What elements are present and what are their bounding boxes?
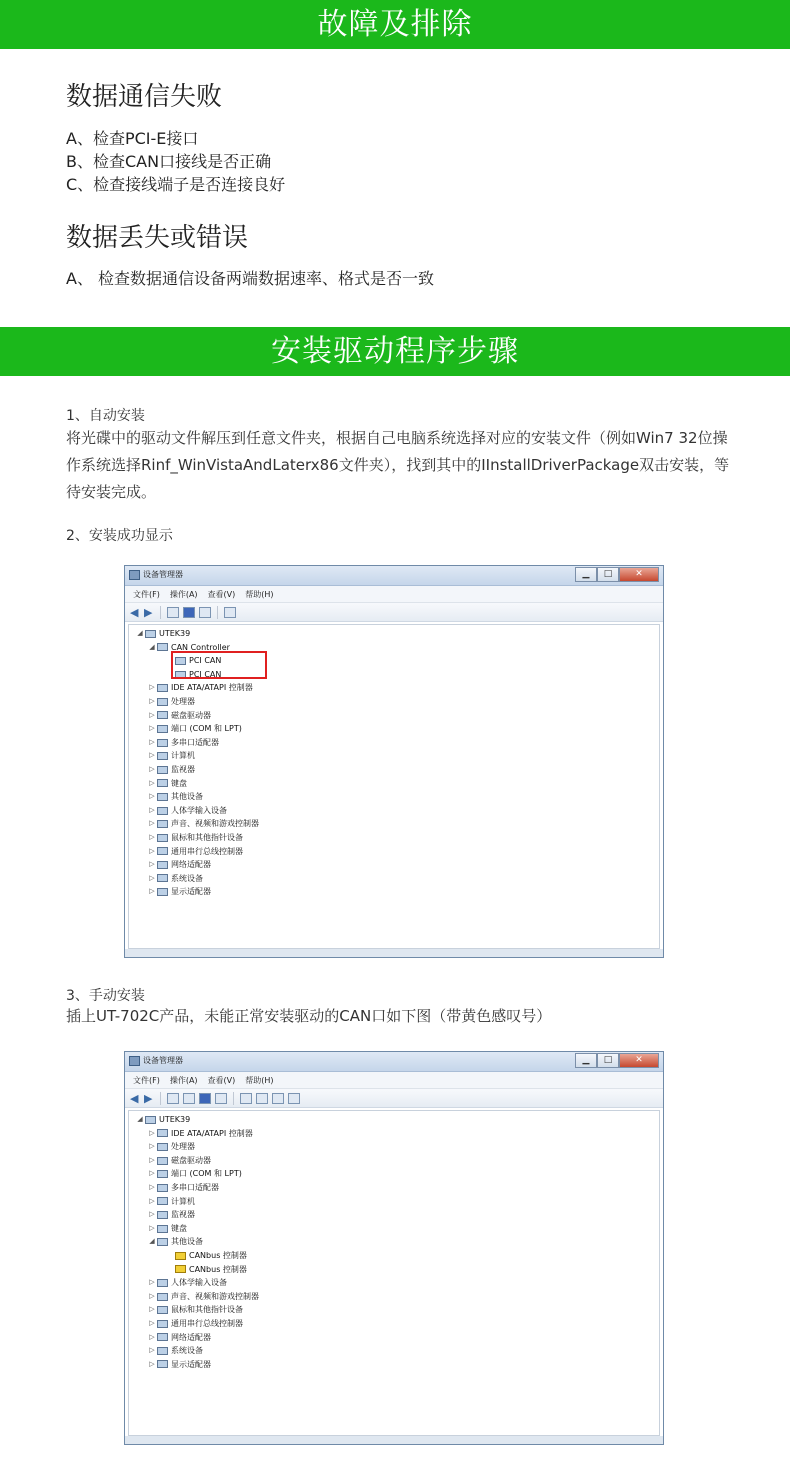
menu-action[interactable]: 操作(A) xyxy=(169,590,198,599)
tree-category-item[interactable] xyxy=(135,1358,259,1372)
tree-device-item[interactable] xyxy=(135,1249,259,1263)
tree-category-item[interactable] xyxy=(135,885,259,899)
step3-text: 插上UT-702C产品，未能正常安装驱动的CAN口如下图（带黄色感叹号） xyxy=(66,1007,552,1025)
device-category-icon xyxy=(157,1320,168,1328)
menu-view[interactable]: 查看(V) xyxy=(207,1076,236,1085)
tree-category-item[interactable] xyxy=(135,858,259,872)
heading-comm-fail: 数据通信失败 xyxy=(66,82,223,112)
tree-item-label: IDE ATA/ATAPI 控制器 xyxy=(171,1128,253,1138)
device-category-icon xyxy=(157,643,168,651)
window-titlebar xyxy=(125,1052,663,1072)
tree-category-item[interactable] xyxy=(135,722,259,736)
device-category-icon xyxy=(157,739,168,747)
menu-help[interactable]: 帮助(H) xyxy=(245,1076,274,1085)
menubar xyxy=(125,586,663,603)
tree-category-item[interactable] xyxy=(135,1195,259,1209)
tree-item-label: 计算机 xyxy=(171,1196,195,1206)
tree-category-item[interactable] xyxy=(135,1167,259,1181)
tree-item-label: IDE ATA/ATAPI 控制器 xyxy=(171,683,253,693)
tree-category-item[interactable] xyxy=(135,1303,259,1317)
device-category-icon xyxy=(157,874,168,882)
tree-category-item[interactable] xyxy=(135,1331,259,1345)
device-category-icon xyxy=(157,766,168,774)
menu-help[interactable]: 帮助(H) xyxy=(245,590,274,599)
back-arrow-icon[interactable]: ◀ xyxy=(130,1091,139,1105)
statusbar xyxy=(125,1436,663,1444)
computer-icon xyxy=(145,630,156,638)
expand-toggle-icon[interactable]: ▷ xyxy=(149,1278,155,1287)
tree-item-label: 网络适配器 xyxy=(171,860,211,870)
comm-fail-item-b: B、检查CAN口接线是否正确 xyxy=(66,152,272,171)
menu-view[interactable]: 查看(V) xyxy=(207,590,236,599)
tree-category-item[interactable] xyxy=(135,790,259,804)
tree-item-label: 磁盘驱动器 xyxy=(171,710,211,720)
device-category-icon xyxy=(157,1211,168,1219)
install-driver-icon[interactable] xyxy=(256,1093,268,1104)
maximize-button[interactable]: □ xyxy=(597,567,619,582)
tree-category-item[interactable] xyxy=(135,1290,259,1304)
device-category-icon xyxy=(157,861,168,869)
device-category-icon xyxy=(157,1184,168,1192)
tree-item-label: 系统设备 xyxy=(171,873,203,883)
tree-root-computer[interactable] xyxy=(135,1113,259,1127)
window-titlebar xyxy=(125,566,663,586)
step1-text: 将光碟中的驱动文件解压到任意文件夹，根据自己电脑系统选择对应的安装文件（例如Win7 32位操作系统选择Rinf_WinVistaAndLaterx86文件夹），找到其中的IInstallDriverPackage双击安装，等待安装完成。 xyxy=(66,429,730,501)
tree-category-item[interactable] xyxy=(135,681,259,695)
disable-icon[interactable] xyxy=(288,1093,300,1104)
tree-category-item[interactable] xyxy=(135,1276,259,1290)
minimize-button[interactable]: ▁ xyxy=(575,1053,597,1068)
tree-item-label: 端口 (COM 和 LPT) xyxy=(171,724,242,734)
device-category-icon xyxy=(157,1170,168,1178)
expand-toggle-icon[interactable]: ▷ xyxy=(149,1332,155,1341)
expand-toggle-icon[interactable]: ▷ xyxy=(149,1142,155,1151)
menubar xyxy=(125,1072,663,1089)
device-category-icon xyxy=(157,1238,168,1246)
expand-toggle-icon[interactable]: ▷ xyxy=(149,1182,155,1191)
tree-item-label: PCI CAN xyxy=(189,656,222,666)
window-title: 设备管理器 xyxy=(143,570,183,579)
tree-root-label: UTEK39 xyxy=(159,1115,191,1124)
tree-item-label: 端口 (COM 和 LPT) xyxy=(171,1169,242,1179)
expand-toggle-icon[interactable]: ▷ xyxy=(149,846,155,855)
forward-arrow-icon[interactable]: ▶ xyxy=(144,605,153,619)
data-loss-item-a: A、 检查数据通信设备两端数据速率、格式是否一致 xyxy=(66,269,435,288)
expand-toggle-icon[interactable]: ▷ xyxy=(149,887,155,896)
tree-item-label: PCI CAN xyxy=(189,669,222,679)
scan-hardware-icon[interactable] xyxy=(240,1093,252,1104)
maximize-button[interactable]: □ xyxy=(597,1053,619,1068)
menu-file[interactable]: 文件(F) xyxy=(133,590,160,599)
tree-root-label: UTEK39 xyxy=(159,629,191,638)
expand-toggle-icon[interactable]: ▷ xyxy=(149,1305,155,1314)
properties-icon[interactable] xyxy=(167,607,179,618)
device-category-icon xyxy=(157,1333,168,1341)
tree-category-item[interactable] xyxy=(135,709,259,723)
expand-toggle-icon[interactable]: ▷ xyxy=(149,1210,155,1219)
expand-toggle-icon[interactable]: ▷ xyxy=(149,805,155,814)
back-arrow-icon[interactable]: ◀ xyxy=(130,605,139,619)
tree-category-item[interactable] xyxy=(135,736,259,750)
tree-device-item[interactable] xyxy=(135,1263,259,1277)
device-manager-icon xyxy=(129,570,140,580)
tree-item-label: 网络适配器 xyxy=(171,1332,211,1342)
device-category-icon xyxy=(157,888,168,896)
device-category-icon xyxy=(157,1225,168,1233)
step2-title: 2、安装成功显示 xyxy=(66,528,173,544)
toolbar xyxy=(125,603,663,622)
tree-item-label: 人体学输入设备 xyxy=(171,1278,227,1288)
expand-toggle-icon[interactable]: ▷ xyxy=(149,860,155,869)
step1-title: 1、自动安装 xyxy=(66,408,145,424)
warning-device-icon xyxy=(175,1265,186,1273)
uninstall-icon[interactable] xyxy=(272,1093,284,1104)
tree-category-item[interactable] xyxy=(135,763,259,777)
help-icon[interactable] xyxy=(183,607,195,618)
comm-fail-item-c: C、检查接线端子是否连接良好 xyxy=(66,175,286,194)
device-category-icon xyxy=(157,1279,168,1287)
device-category-icon xyxy=(157,1197,168,1205)
tree-item-label: 监视器 xyxy=(171,1210,195,1220)
device-category-icon xyxy=(157,847,168,855)
highlight-box xyxy=(171,651,267,679)
expand-toggle-icon[interactable]: ▷ xyxy=(149,792,155,801)
view-icon[interactable] xyxy=(199,607,211,618)
device-manager-icon xyxy=(129,1056,140,1066)
expand-toggle-icon[interactable]: ▷ xyxy=(149,1128,155,1137)
tree-item-label: 键盘 xyxy=(171,778,187,788)
tree-item-label: 通用串行总线控制器 xyxy=(171,846,243,856)
section-banner-troubleshoot: 故障及排除 xyxy=(0,0,790,49)
device-category-icon xyxy=(157,807,168,815)
tree-item-label: CAN Controller xyxy=(171,642,230,652)
expand-toggle-icon[interactable]: ▷ xyxy=(149,1155,155,1164)
computer-icon xyxy=(145,1116,156,1124)
expand-toggle-icon[interactable]: ▷ xyxy=(149,819,155,828)
device-category-icon xyxy=(157,793,168,801)
tree-item-label: 声音、视频和游戏控制器 xyxy=(171,819,259,829)
tree-category-item[interactable] xyxy=(135,695,259,709)
close-button[interactable]: ✕ xyxy=(619,1053,659,1068)
tree-category-item[interactable] xyxy=(135,1127,259,1141)
expand-toggle-icon[interactable]: ▷ xyxy=(149,778,155,787)
tree-item-label: 磁盘驱动器 xyxy=(171,1155,211,1165)
device-category-icon xyxy=(157,820,168,828)
tree-category-item[interactable] xyxy=(135,1208,259,1222)
expand-toggle-icon[interactable]: ◢ xyxy=(149,1237,155,1246)
tree-category-item[interactable] xyxy=(135,777,259,791)
toolbar xyxy=(125,1089,663,1108)
device-category-icon xyxy=(157,1360,168,1368)
scan-hardware-icon[interactable] xyxy=(224,607,236,618)
device-category-icon xyxy=(157,1129,168,1137)
window-title: 设备管理器 xyxy=(143,1056,183,1065)
expand-toggle-icon[interactable]: ◢ xyxy=(137,629,143,637)
menu-file[interactable]: 文件(F) xyxy=(133,1076,160,1085)
step3-title: 3、手动安装 xyxy=(66,988,145,1004)
tree-item-label: 多串口适配器 xyxy=(171,737,219,747)
forward-arrow-icon[interactable]: ▶ xyxy=(144,1091,153,1105)
tree-item-label: 监视器 xyxy=(171,764,195,774)
tree-category-item[interactable] xyxy=(135,817,259,831)
expand-toggle-icon[interactable]: ▷ xyxy=(149,710,155,719)
tree-item-label: 通用串行总线控制器 xyxy=(171,1318,243,1328)
expand-toggle-icon[interactable]: ◢ xyxy=(137,1115,143,1123)
tree-item-label: 鼠标和其他指针设备 xyxy=(171,1305,243,1315)
device-tree-pane xyxy=(128,624,660,949)
tree-category-item[interactable] xyxy=(135,1317,259,1331)
tree-root-computer[interactable] xyxy=(135,627,259,641)
expand-toggle-icon[interactable]: ▷ xyxy=(149,724,155,733)
tree-category-item[interactable] xyxy=(135,872,259,886)
tree-item-label: 声音、视频和游戏控制器 xyxy=(171,1291,259,1301)
statusbar xyxy=(125,949,663,957)
tree-item-label: 处理器 xyxy=(171,696,195,706)
comm-fail-item-a: A、检查PCI-E接口 xyxy=(66,129,199,148)
expand-toggle-icon[interactable]: ▷ xyxy=(149,683,155,692)
tree-item-label: 处理器 xyxy=(171,1142,195,1152)
section-banner-install: 安装驱动程序步骤 xyxy=(0,327,790,376)
expand-toggle-icon[interactable]: ▷ xyxy=(149,1291,155,1300)
device-category-icon xyxy=(157,779,168,787)
device-category-icon xyxy=(157,752,168,760)
tree-item-label: 系统设备 xyxy=(171,1346,203,1356)
tree-item-label: 键盘 xyxy=(171,1223,187,1233)
expand-toggle-icon[interactable]: ◢ xyxy=(149,642,155,651)
properties-icon[interactable] xyxy=(167,1093,179,1104)
close-button[interactable]: ✕ xyxy=(619,567,659,582)
warning-device-icon xyxy=(175,1252,186,1260)
expand-toggle-icon[interactable]: ▷ xyxy=(149,873,155,882)
device-manager-window-success xyxy=(124,565,664,958)
tree-category-item[interactable] xyxy=(135,1181,259,1195)
device-category-icon xyxy=(157,1143,168,1151)
device-category-icon xyxy=(157,1306,168,1314)
device-manager-window-manual xyxy=(124,1051,664,1445)
minimize-button[interactable]: ▁ xyxy=(575,567,597,582)
tree-item-label: 其他设备 xyxy=(171,1237,203,1247)
tree-category-item[interactable] xyxy=(135,749,259,763)
tree-category-item[interactable] xyxy=(135,1222,259,1236)
tree-category-item[interactable] xyxy=(135,831,259,845)
tree-item-label: 其他设备 xyxy=(171,792,203,802)
tree-item-label: CANbus 控制器 xyxy=(189,1250,247,1260)
tree-category-item[interactable] xyxy=(135,804,259,818)
expand-toggle-icon[interactable]: ▷ xyxy=(149,832,155,841)
expand-toggle-icon[interactable]: ▷ xyxy=(149,1359,155,1368)
expand-toggle-icon[interactable]: ▷ xyxy=(149,764,155,773)
device-category-icon xyxy=(157,1157,168,1165)
update-driver-icon[interactable] xyxy=(183,1093,195,1104)
device-category-icon xyxy=(157,711,168,719)
device-category-icon xyxy=(157,725,168,733)
device-category-icon xyxy=(157,684,168,692)
view-icon[interactable] xyxy=(215,1093,227,1104)
expand-toggle-icon[interactable]: ▷ xyxy=(149,1196,155,1205)
heading-data-loss: 数据丢失或错误 xyxy=(66,223,249,253)
expand-toggle-icon[interactable]: ▷ xyxy=(149,1223,155,1232)
expand-toggle-icon[interactable]: ▷ xyxy=(149,1346,155,1355)
expand-toggle-icon[interactable]: ▷ xyxy=(149,751,155,760)
tree-item-label: 鼠标和其他指针设备 xyxy=(171,832,243,842)
tree-item-label: 显示适配器 xyxy=(171,887,211,897)
tree-category-item[interactable] xyxy=(135,1235,259,1249)
tree-item-label: 显示适配器 xyxy=(171,1359,211,1369)
expand-toggle-icon[interactable]: ▷ xyxy=(149,737,155,746)
tree-item-label: CANbus 控制器 xyxy=(189,1264,247,1274)
expand-toggle-icon[interactable]: ▷ xyxy=(149,1169,155,1178)
tree-item-label: 多串口适配器 xyxy=(171,1182,219,1192)
help-icon[interactable] xyxy=(199,1093,211,1104)
device-category-icon xyxy=(157,834,168,842)
device-tree xyxy=(135,1113,259,1371)
device-category-icon xyxy=(157,698,168,706)
menu-action[interactable]: 操作(A) xyxy=(169,1076,198,1085)
device-category-icon xyxy=(157,1347,168,1355)
tree-category-item[interactable] xyxy=(135,1140,259,1154)
tree-category-item[interactable] xyxy=(135,1344,259,1358)
tree-category-item[interactable] xyxy=(135,845,259,859)
tree-item-label: 计算机 xyxy=(171,751,195,761)
device-category-icon xyxy=(157,1293,168,1301)
tree-item-label: 人体学输入设备 xyxy=(171,805,227,815)
device-tree-pane xyxy=(128,1110,660,1436)
tree-category-item[interactable] xyxy=(135,1154,259,1168)
expand-toggle-icon[interactable]: ▷ xyxy=(149,696,155,705)
expand-toggle-icon[interactable]: ▷ xyxy=(149,1318,155,1327)
